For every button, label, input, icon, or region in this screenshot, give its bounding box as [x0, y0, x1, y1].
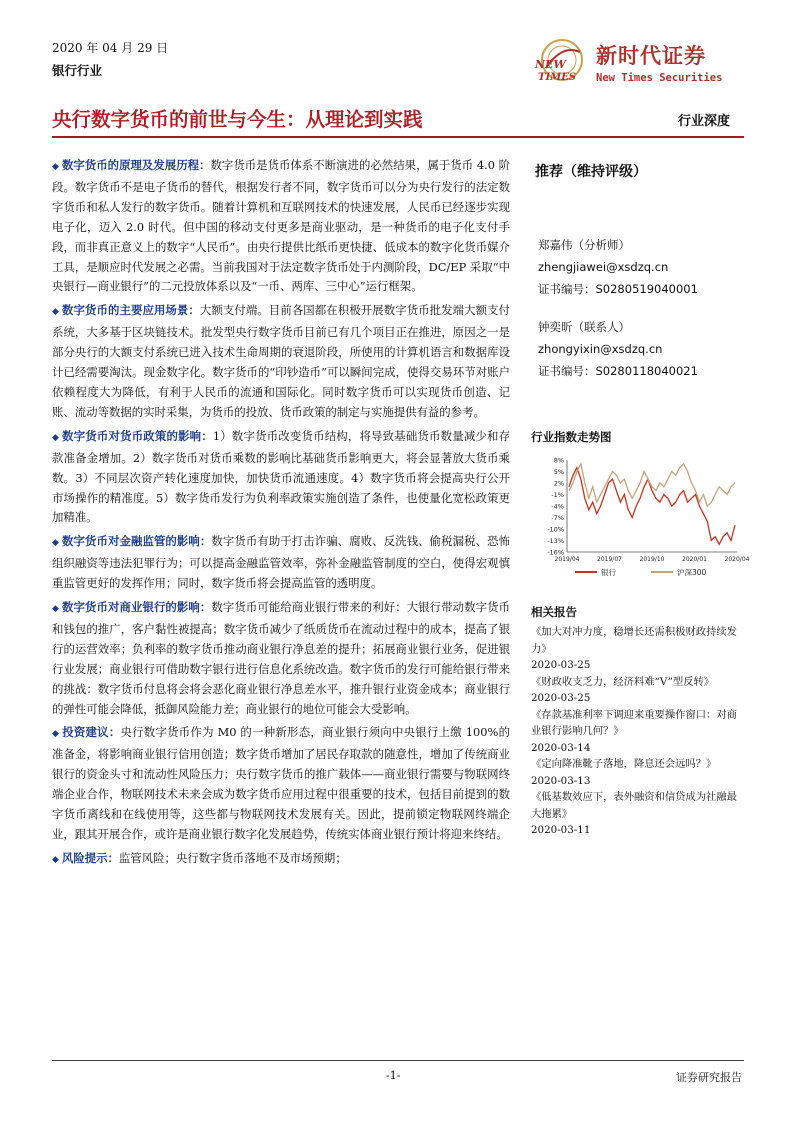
paragraph-text: 央行数字货币作为 M0 的一种新形态，商业银行须向中央银行上缴 100%的准备金，将影响商业银行信用创造；数字货币增加了居民存取款的随意性，增加了传统商业银行的资金头寸和流动性风险压力；央行数字货币的推广载体——商业银行需要与物联网终端企业合作，物联网技术未来会成为数字货币应用过程中很重要的技术，包括目前提到的数字货币离线和在线使用等，这些都与物联网技术发展有关。因此，提前锁定物联网终端企业，跟其开展合作，或许是商业银行数字化发展趋势，传统实体商业银行预计将迎来终结。	[52, 725, 510, 841]
logo-chinese-name: 新时代证券	[596, 44, 706, 68]
title-divider	[52, 136, 744, 138]
paragraph-lead: 数字货币的原理及发展历程：	[61, 158, 211, 172]
page-title: 央行数字货币的前世与今生：从理论到实践	[52, 108, 423, 131]
analyst-block	[538, 316, 698, 382]
page-number: -1-	[386, 1069, 401, 1082]
related-report[interactable]	[531, 756, 745, 789]
paragraph-lead: 风险提示：	[61, 850, 119, 865]
legend-label: 银行	[601, 568, 616, 577]
related-report-date: 2020-03-25	[531, 659, 591, 671]
related-report-title: 《存款基准利率下调迎来重要操作窗口：对商业银行影响几何？》	[531, 708, 737, 737]
industry-label: 银行行业	[52, 63, 103, 78]
analyst-block	[538, 234, 698, 300]
index-chart	[531, 452, 750, 582]
x-tick-label: 2019/07	[597, 556, 622, 563]
x-tick-label: 2019/04	[554, 556, 580, 563]
logo-mark-icon	[532, 38, 592, 88]
paragraph-text: 数字货币有助于打击诈骗、腐败、反洗钱、偷税漏税、恐怖组织融资等违法犯罪行为；可以提高金融监管效率，弥补金融监管制度的空白，使得宏观慎重监管更好的发挥作用；同时，数字货币将会提高监管的透明度。	[52, 534, 510, 591]
analyst-name: 郑嘉伟（分析师）	[538, 238, 630, 252]
footer-divider	[52, 1060, 744, 1061]
bullet-icon: ◆	[52, 854, 59, 865]
series-line-1	[569, 464, 735, 506]
report-date: 2020 年 04 月 29 日	[52, 41, 169, 55]
related-report-date: 2020-03-14	[531, 741, 591, 754]
svg-text:TIMES: TIMES	[538, 72, 577, 83]
summary-paragraph	[52, 723, 510, 844]
index-chart-svg	[531, 452, 750, 582]
paragraph-lead: 数字货币对金融监管的影响：	[62, 534, 212, 549]
series-line-0	[569, 468, 735, 545]
bullet-icon: ◆	[52, 538, 60, 549]
related-report-title: 《财政收支乏力，经济料难“V”型反转》	[531, 675, 715, 688]
bullet-icon: ◆	[52, 307, 60, 318]
related-reports-title: 相关报告	[531, 605, 577, 619]
summary-paragraph	[52, 301, 510, 422]
paragraph-text: 数字货币可能给商业银行带来的利好：大银行带动数字货币和钱包的推广，客户黏性被提高；数字货币减少了纸质货币在流动过程中的成本，提高了银行的运营效率；负利率的数字货币推动商业银行净息差的提升；拓展商业银行业务，促进银行业发展；商业银行可借助数字银行进行信息化系统改造。数字货币的发行可能给银行带来的挑战：数字货币付息将会将会恶化商业银行净息差水平，推升银行业资金成本；商业银行的弹性可能会降低，抵御风险能力差；商业银行的地位可能会大受影响。	[52, 600, 510, 716]
summary-paragraph	[52, 598, 510, 719]
rating-label: 推荐（维持评级）	[535, 164, 647, 180]
x-tick-label: 2020/01	[682, 556, 707, 563]
x-tick-label: 2020/04	[724, 556, 750, 563]
analyst-name: 钟奕昕（联系人）	[538, 320, 630, 334]
y-tick-label: -1%	[551, 491, 564, 499]
company-logo	[532, 38, 742, 88]
summary-paragraph	[52, 156, 510, 297]
analyst-email[interactable]: zhongyixin@xsdzq.cn	[538, 342, 663, 356]
paragraph-lead: 数字货币的主要应用场景：	[62, 303, 200, 318]
related-report-title: 《加大对冲力度，稳增长还需积极财政持续发力》	[531, 626, 737, 655]
bullet-icon: ◆	[52, 162, 59, 172]
bullet-icon: ◆	[52, 432, 60, 443]
chart-title: 行业指数走势图	[531, 430, 612, 444]
summary-paragraph	[52, 849, 510, 871]
related-report-title: 《定向降准靴子落地，降息还会远吗？》	[531, 758, 717, 770]
document-type: 行业深度	[678, 114, 731, 129]
y-tick-label: -7%	[551, 514, 564, 522]
analyst-email[interactable]: zhengjiawei@xsdzq.cn	[538, 260, 669, 274]
legend-label: 沪深300	[677, 568, 707, 577]
related-report[interactable]	[531, 707, 745, 757]
paragraph-lead: 投资建议：	[62, 725, 121, 740]
paragraph-text: 1）数字货币改变货币结构，将导致基础货币数量减少和存款准备金增加。2）数字货币对货币乘数的影响比基础货币影响更大，将会显著放大货币乘数。3）不同层次资产转化速度加快，加快货币流通速度。4）数字货币将会提高央行公开市场操作的精准度。5）数字货币发行为负利率政策实施创造了条件，也使量化宽松政策更加精准。	[52, 428, 511, 525]
y-tick-label: 2%	[553, 479, 564, 488]
y-tick-label: 5%	[553, 468, 564, 476]
y-tick-label: -10%	[547, 525, 564, 534]
summary-paragraph	[52, 532, 510, 594]
paragraph-lead: 数字货币对商业银行的影响：	[62, 600, 212, 615]
paragraph-text: 数字货币是货币体系不断演进的必然结果，属于货币 4.0 阶段。数字货币不是电子货币的替代，根据发行者不同，数字货币可以分为央行发行的法定数字货币和私人发行的数字货币。随着计算机和互联网技术的快速发展，人民币已经逐步实现电子化，迈入 2.0 时代。但中国的移动支付更多是商业驱动，是一种货币的电子化支付手段，而非真正意义上的数字“人民币”。由央行提供比纸币更快捷、低成本的数字化货币媒介工具，是顺应时代发展之必需。当前我国对于法定数字货币处于内测阶段，DC/EP 采取“中央银行—商业银行”的二元投放体系以及“一币、两库、三中心”运行框架。	[52, 158, 511, 294]
analyst-cert: 证书编号：S0280118040021	[538, 364, 698, 378]
related-report-date: 2020-03-25	[531, 692, 591, 704]
bullet-icon: ◆	[52, 729, 60, 740]
paragraph-text: 大额支付端。目前各国都在积极开展数字货币批发端大额支付系统，大多基于区块链技术。批发型央行数字货币目前已有几个项目正在推进，原因之一是部分央行的大额支付系统已进入技术生命周期的衰退阶段，所使用的计算机语言和数据库设计已经需要淘汰。现金数字化。数字货币的“印钞造币”可以瞬间完成，使得交易环节对账户依赖程度大为降低，有利于人民币的流通和国际化。同时数字货币可以实现货币创造、记账、流动等数据的实时采集，为货币的投放、货币政策的制定与实施提供有益的参考。	[52, 303, 510, 419]
related-report[interactable]	[531, 624, 745, 674]
bullet-icon: ◆	[52, 604, 60, 615]
related-reports-list	[531, 624, 745, 839]
paragraph-text: 监管风险；央行数字货币落地不及市场预期；	[118, 850, 347, 865]
y-tick-label: 8%	[553, 456, 564, 465]
report-type: 证券研究报告	[676, 1071, 742, 1084]
svg-text:NEW: NEW	[535, 58, 566, 71]
y-tick-label: -4%	[551, 502, 564, 511]
y-tick-label: -13%	[547, 537, 564, 545]
summary-paragraph	[52, 427, 510, 529]
x-tick-label: 2019/10	[639, 556, 665, 563]
related-report-title: 《低基数效应下，表外融资和信贷成为社融最大拖累》	[531, 791, 737, 820]
y-tick-label: -16%	[547, 548, 564, 557]
related-report[interactable]	[531, 674, 745, 707]
analyst-cert: 证书编号：S0280519040001	[538, 282, 698, 296]
main-content	[52, 156, 510, 875]
related-report-date: 2020-03-13	[531, 774, 591, 787]
related-report-date: 2020-03-11	[531, 824, 591, 836]
related-report[interactable]	[531, 789, 745, 839]
logo-english-name: New Times Securities	[596, 72, 723, 84]
paragraph-lead: 数字货币对货币政策的影响：	[62, 428, 213, 443]
